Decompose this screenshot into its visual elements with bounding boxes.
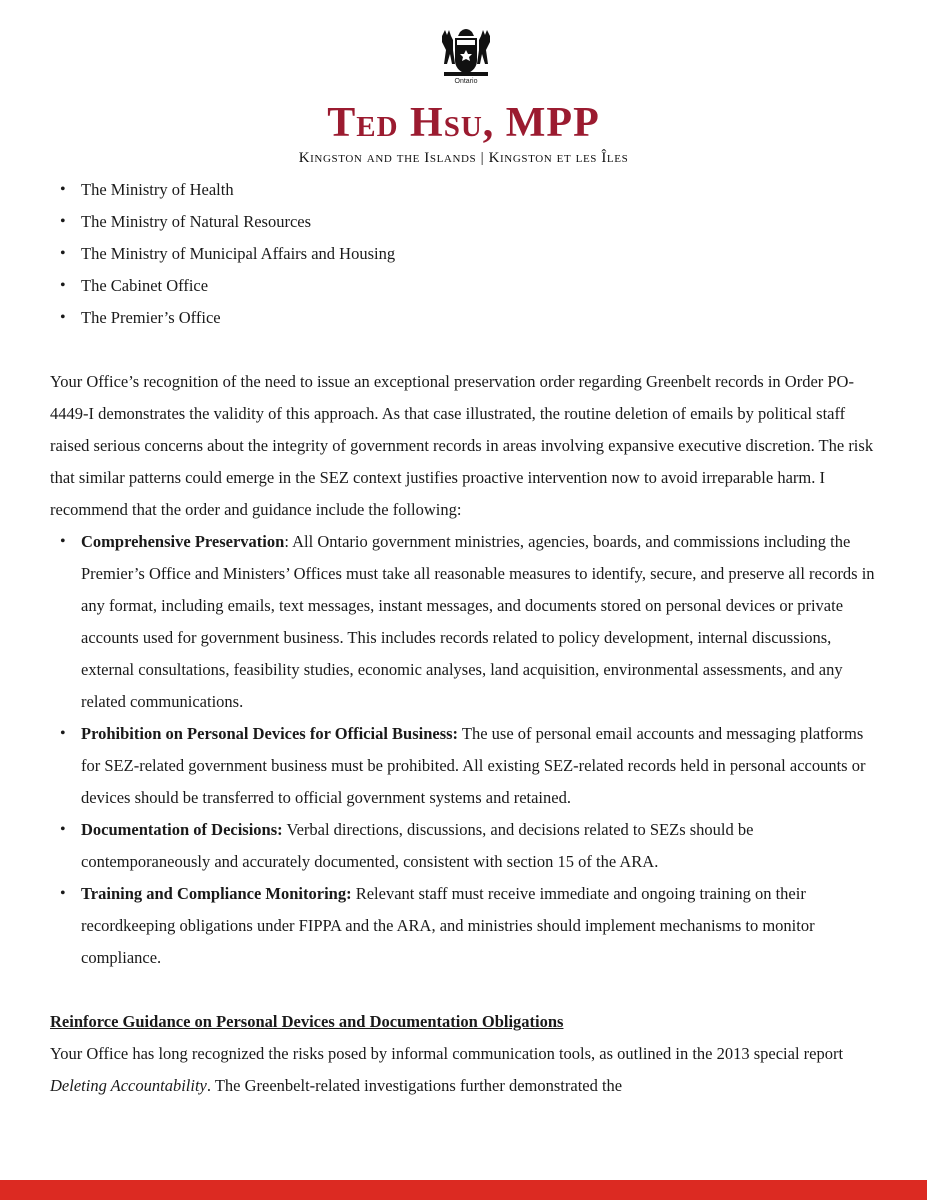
recommendation-title: Comprehensive Preservation bbox=[81, 532, 285, 551]
paragraph-text: demonstrates the validity of this approach. As that case illustrated, the routine deletion of emails by political staff raised serious concerns about the integrity of government records in areas involving expansive executive discretion. The risk that similar patterns could emerge in the SEZ context justifies proactive intervention now to avoid irreparable harm. I recommend that the order and guidance include the following: bbox=[50, 404, 874, 519]
recommendation-title: Training and Compliance Monitoring: bbox=[81, 884, 352, 903]
paragraph-text: Your Office has long recognized the risks posed by informal communication tools, as outlined in the 2013 special report bbox=[50, 1044, 844, 1063]
recommendation-item bbox=[50, 718, 880, 814]
recommendation-text: : All Ontario government ministries, agencies, boards, and commissions including the Premier’s Office and Ministers’ Offices must take all reasonable measures to identify, secure, and preserve all records in any format, including emails, text messages, instant messages, and documents stored on personal devices or private accounts used for government business. This includes records related to policy development, internal discussions, external consultations, feasibility studies, economic analyses, land acquisition, environmental assessments, and any related communications. bbox=[81, 532, 875, 711]
footer-bar bbox=[0, 1180, 927, 1200]
paragraph-text: Your Office’s recognition of the need to issue an exceptional preservation order regarding Greenbelt records in bbox=[50, 372, 785, 391]
recommendation-list bbox=[50, 526, 880, 974]
paragraph-text: . The Greenbelt-related investigations further demonstrated the bbox=[206, 1076, 623, 1095]
paragraph-section bbox=[50, 1038, 880, 1102]
list-item: • The Cabinet Office bbox=[50, 270, 880, 302]
recommendation-text: Verbal directions, discussions, and decisions related to SEZs should be contemporaneously and accurately documented, consistent with section 15 of the ARA. bbox=[81, 820, 754, 871]
list-item: • The Ministry of Natural Resources bbox=[50, 206, 880, 238]
section-heading: Reinforce Guidance on Personal Devices and Documentation Obligations bbox=[50, 1012, 564, 1031]
list-item: • The Premier’s Office bbox=[50, 302, 880, 334]
recommendation-text: The use of personal email accounts and messaging platforms for SEZ-related government business must be prohibited. All existing SEZ-related records held in personal accounts or devices should be transferred to official government systems and retained. bbox=[81, 724, 866, 807]
list-item: • The Ministry of Municipal Affairs and Housing bbox=[50, 238, 880, 270]
ministry-list bbox=[50, 174, 880, 334]
letter-body bbox=[50, 174, 880, 1102]
emblem-caption: Ontario bbox=[454, 78, 478, 85]
recommendation-item bbox=[50, 878, 880, 974]
riding-name: Kingston and the Islands | Kingston et les Îles bbox=[298, 150, 629, 166]
mpp-name: Ted Hsu, MPP bbox=[327, 100, 600, 146]
recommendation-text: Relevant staff must receive immediate and ongoing training on their recordkeeping obligations under FIPPA and the ARA, and ministries should implement mechanisms to monitor compliance. bbox=[81, 884, 815, 967]
recommendation-title: Prohibition on Personal Devices for Official Business: bbox=[81, 724, 459, 743]
recommendation-title: Documentation of Decisions: bbox=[81, 820, 283, 839]
recommendation-item bbox=[50, 814, 880, 878]
order-reference: Order PO-4449-I bbox=[50, 372, 854, 423]
report-title: Deleting Accountability bbox=[50, 1076, 207, 1095]
paragraph-preservation-order bbox=[50, 366, 880, 526]
list-item: • The Ministry of Health bbox=[50, 174, 880, 206]
recommendation-item bbox=[50, 526, 880, 718]
